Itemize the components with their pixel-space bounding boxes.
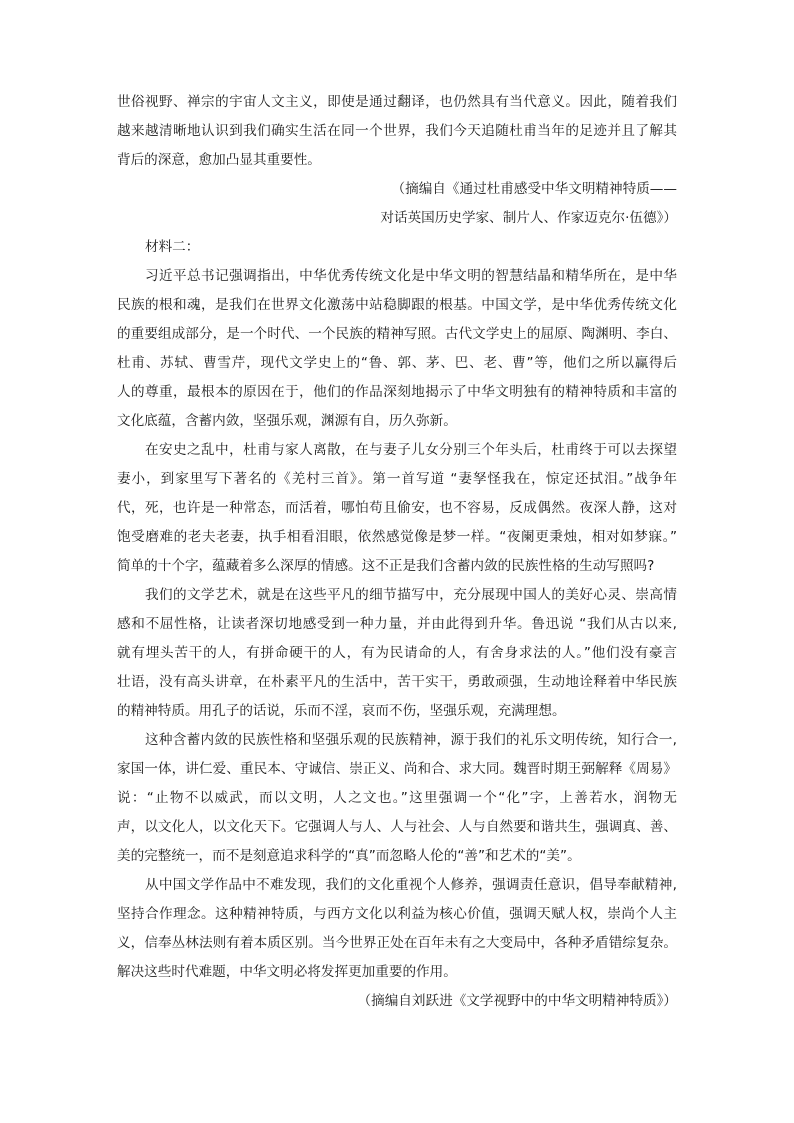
text-line: 壮语，没有高头讲章，在朴素平凡的生活中，苦干实干，勇敢顽强，生动地诠释着中华民族	[117, 674, 677, 690]
citation-line: （摘编自《通过杜甫感受中华文明精神特质——	[391, 181, 677, 197]
paragraph-2	[117, 436, 677, 581]
text-line: 习近平总书记强调指出，中华优秀传统文化是中华文明的智慧结晶和精华所在，是中华	[145, 268, 677, 284]
material-2-heading: 材料二：	[145, 239, 200, 255]
source-citation-1	[117, 175, 677, 233]
text-line: 的重要组成部分，是一个时代、一个民族的精神写照。古代文学史上的屈原、陶渊明、李白、	[117, 326, 677, 342]
text-line: 的精神特质。用孔子的话说，乐而不淫，哀而不伤，坚强乐观，充满理想。	[117, 703, 566, 719]
text-line: 妻小，到家里写下著名的《羌村三首》。第一首写道 “妻孥怪我在，惊定还拭泪。”战争年	[117, 471, 677, 487]
text-line: 越来越清晰地认识到我们确实生活在同一个世界，我们今天追随杜甫当年的足迹并且了解其	[117, 123, 677, 139]
text-line: 世俗视野、禅宗的宇宙人文主义，即使是通过翻译，也仍然具有当代意义。因此，随着我们	[117, 94, 677, 110]
text-line: 声，以文化人，以文化天下。它强调人与人、人与社会、人与自然要和谐共生，强调真、善、	[117, 819, 677, 835]
text-line: 代，死，也许是一种常态，而活着，哪怕苟且偷安，也不容易，反成偶然。夜深人静，这对	[117, 500, 677, 516]
paragraph-4	[117, 726, 677, 871]
text-line: 说：“止物不以威武，而以文明，人之文也。”这里强调一个“化”字，上善若水，润物无	[117, 790, 677, 806]
paragraph-5	[117, 871, 677, 987]
text-line: 这种含蓄内敛的民族性格和坚强乐观的民族精神，源于我们的礼乐文明传统，知行合一,	[145, 732, 677, 748]
text-line: 感和不屈性格，让读者深切地感受到一种力量，并由此得到升华。鲁迅说 “我们从古以来,	[117, 616, 677, 632]
paragraph-1	[117, 262, 677, 436]
text-line: 解决这些时代难题，中华文明必将发挥更加重要的作用。	[117, 964, 457, 980]
text-line: 义，信奉丛林法则有着本质区别。当今世界正处在百年未有之大变局中，各种矛盾错综复杂。	[117, 935, 677, 951]
text-line: 背后的深意，愈加凸显其重要性。	[117, 152, 321, 168]
paragraph-3	[117, 581, 677, 726]
text-line: 民族的根和魂，是我们在世界文化激荡中站稳脚跟的根基。中国文学，是中华优秀传统文化	[117, 297, 677, 313]
text-line: 饱受磨难的老夫老妻，执手相看泪眼，依然感觉像是梦一样。“夜阑更秉烛，相对如梦寐。”	[117, 529, 677, 545]
text-line: 坚持合作理念。这种精神特质，与西方文化以利益为核心价值，强调天赋人权，崇尚个人主	[117, 906, 677, 922]
text-line: 美的完整统一，而不是刻意追求科学的“真”而忽略人伦的“善”和艺术的“美”。	[117, 848, 581, 864]
text-line: 从中国文学作品中不难发现，我们的文化重视个人修养，强调责任意识，倡导奉献精神,	[145, 877, 677, 893]
top-paragraph	[117, 88, 677, 175]
text-line: 人的尊重，最根本的原因在于，他们的作品深刻地揭示了中华文明独有的精神特质和丰富的	[117, 384, 677, 400]
text-line: 简单的十个字，蕴藏着多么深厚的情感。这不正是我们含蓄内敛的民族性格的生动写照吗?	[117, 558, 655, 574]
document-page	[117, 88, 677, 1016]
text-line: 家国一体，讲仁爱、重民本、守诚信、崇正义、尚和合、求大同。魏晋时期王弼解释《周易》	[117, 761, 677, 777]
text-line: 在安史之乱中，杜甫与家人离散，在与妻子儿女分别三个年头后，杜甫终于可以去探望	[145, 442, 677, 458]
text-line: 我们的文学艺术，就是在这些平凡的细节描写中，充分展现中国人的美好心灵、崇高情	[145, 587, 677, 603]
text-line: 就有埋头苦干的人，有拼命硬干的人，有为民请命的人，有舍身求法的人。”他们没有豪言	[117, 645, 677, 661]
citation-line: 对话英国历史学家、制片人、作家迈克尔·伍德》）	[380, 210, 677, 226]
source-citation-2: （摘编自刘跃进《文学视野中的中华文明精神特质》）	[357, 993, 677, 1009]
text-line: 文化底蕴，含蓄内敛，坚强乐观，渊源有自，历久弥新。	[117, 413, 457, 429]
text-line: 杜甫、苏轼、曹雪芹，现代文学史上的“鲁、郭、茅、巴、老、曹”等，他们之所以赢得后	[117, 355, 677, 371]
